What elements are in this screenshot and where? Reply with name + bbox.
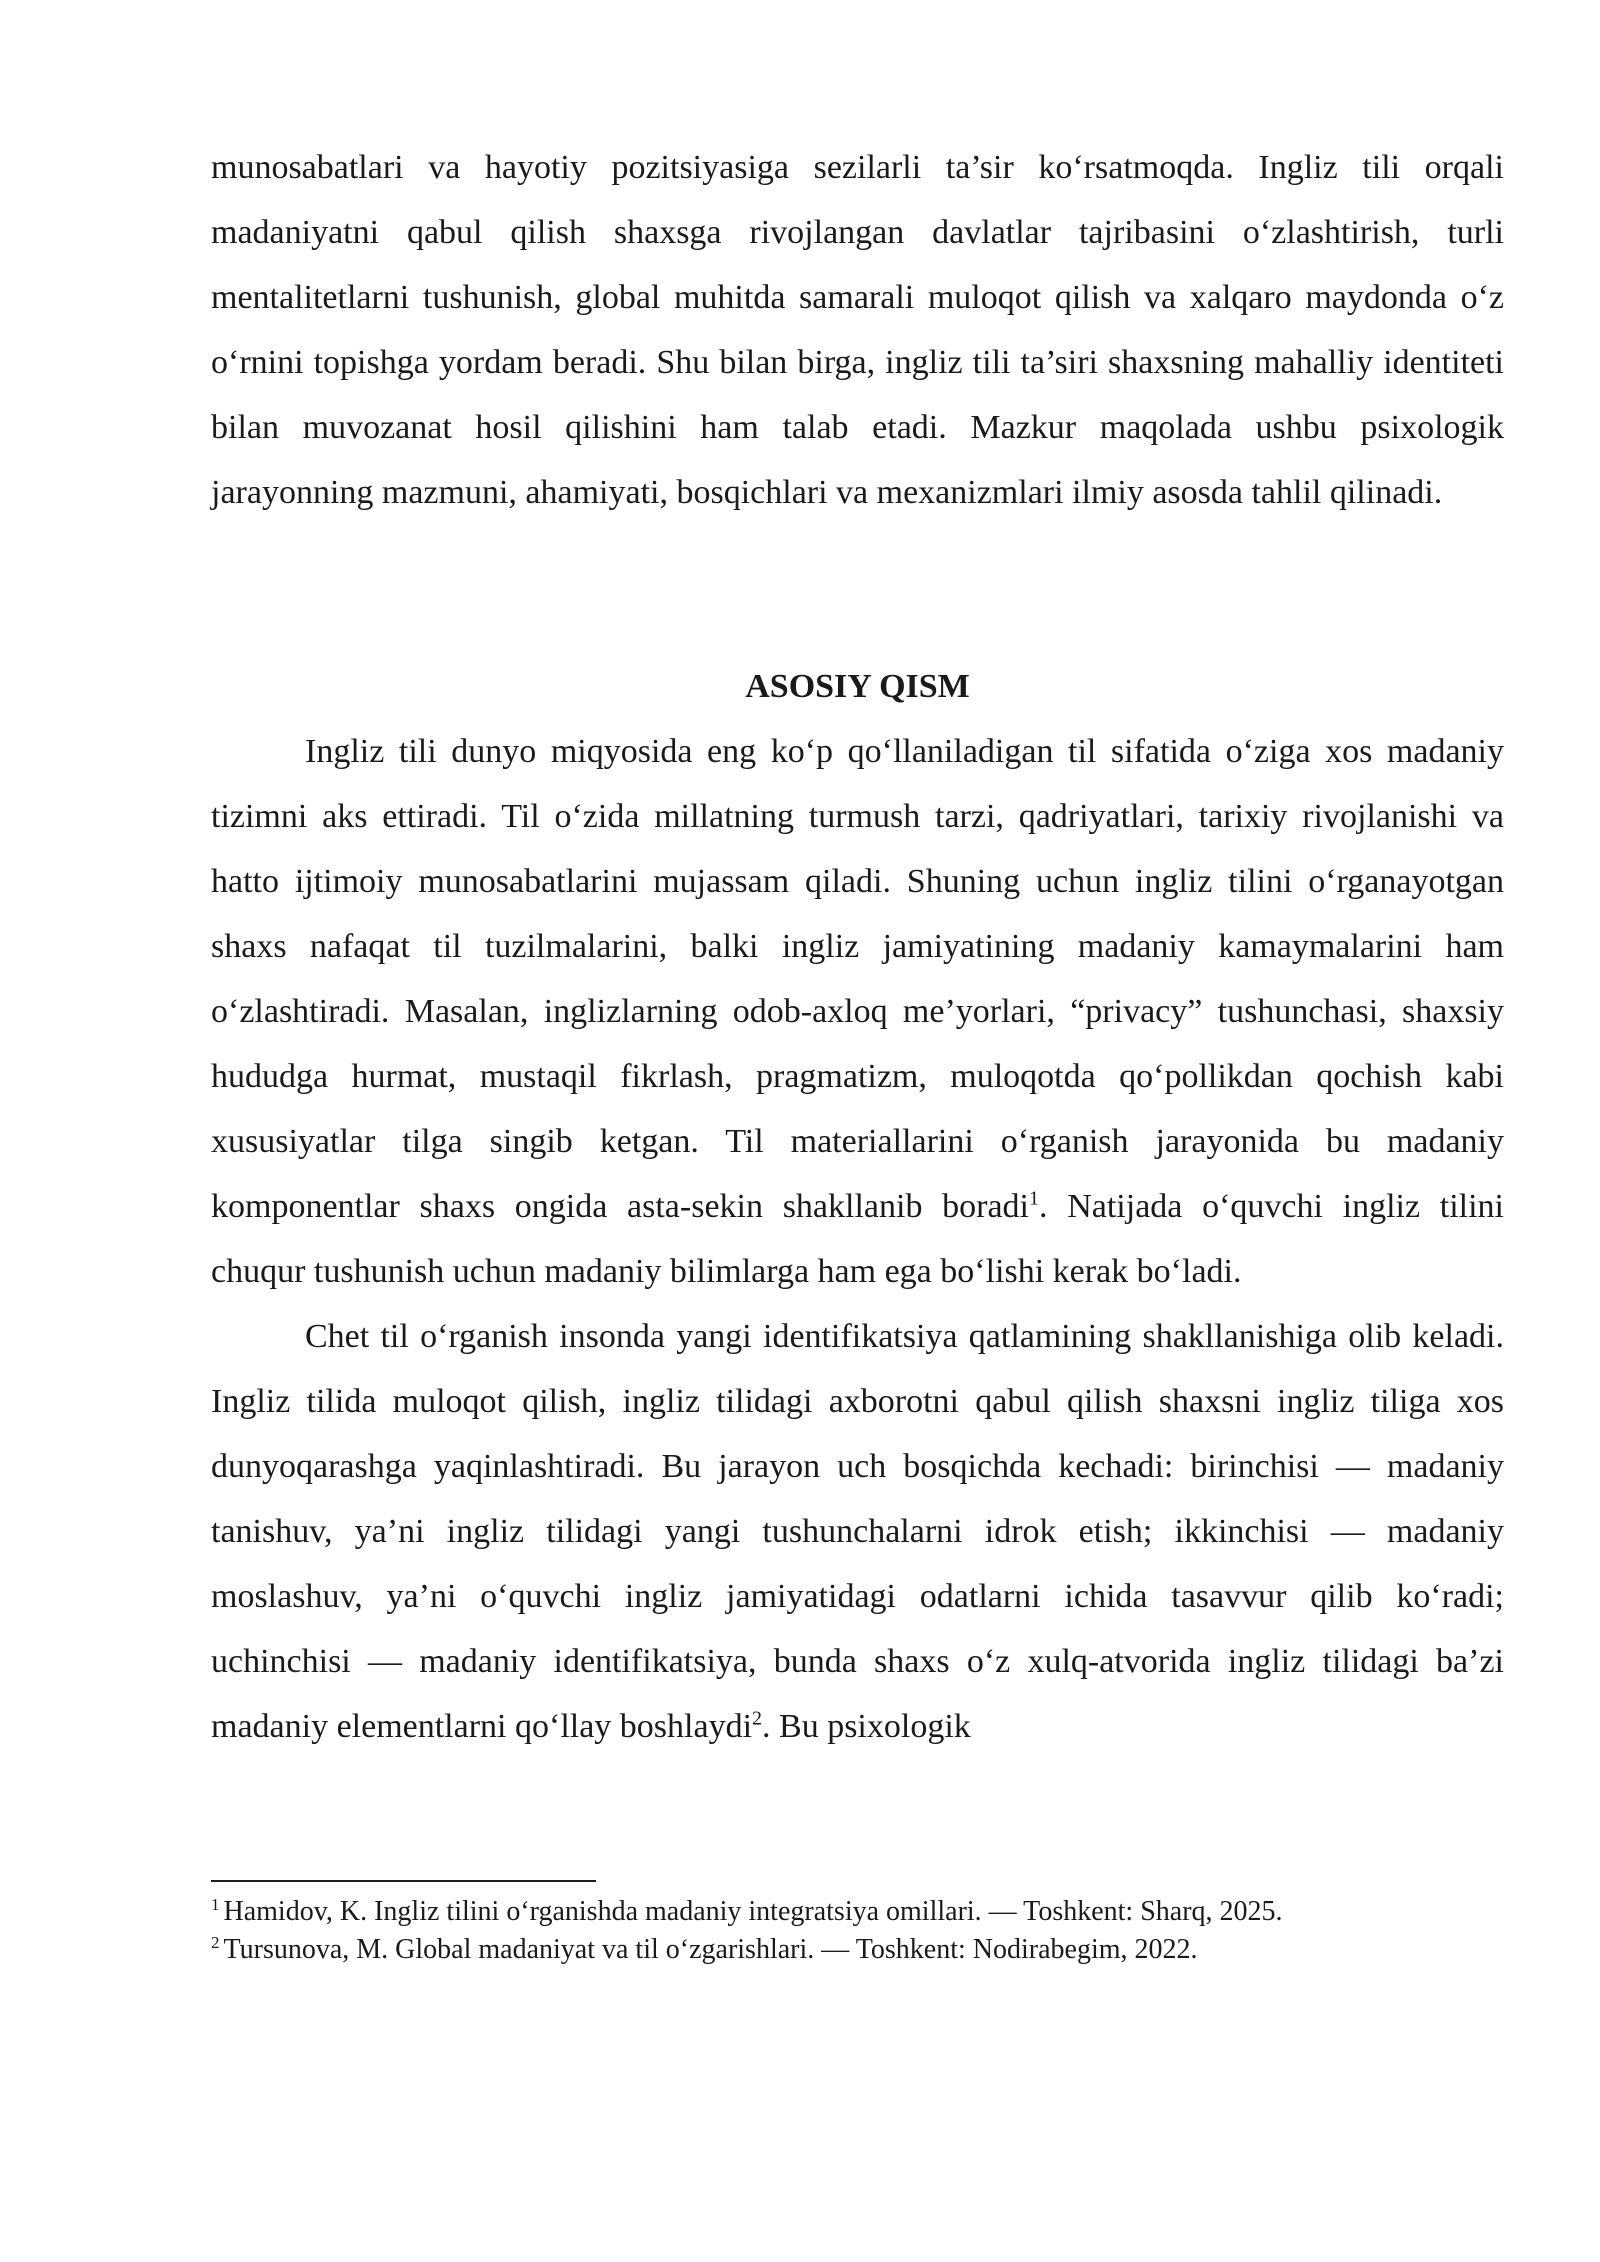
footnote-1	[211, 1893, 1504, 1931]
footnote-mark: 1	[211, 1894, 220, 1914]
footnote-reference-1[interactable]: 1	[1029, 1187, 1040, 1210]
section-heading: ASOSIY QISM	[745, 668, 970, 705]
body-paragraph-1	[211, 719, 1504, 1304]
body-paragraph-2	[211, 1304, 1504, 1759]
paragraph-text: Chet til o‘rganish insonda yangi identifikatsiya qatlamining shakllanishiga olib keladi. Ingliz tilida muloqot qilish, ingliz tilidagi axborotni qabul qilish shaxsni ingliz tiliga xos dunyoqarashga yaqinlashtiradi. Bu jarayon uch bosqichda kechadi: birinchisi — madaniy tanishuv, ya’ni ingliz tilidagi yangi tushunchalarni idrok etish; ikkinchisi — madaniy moslashuv, ya’ni o‘quvchi ingliz jamiyatidagi odatlarni ichida tasavvur qilib ko‘radi; uchinchisi — madaniy identifikatsiya, bunda shaxs o‘z xulq-atvorida ingliz tilidagi ba’zi madaniy elementlarni qo‘llay boshlaydi	[211, 1318, 1504, 1745]
footnotes	[211, 1893, 1504, 1969]
paragraph-text: . Bu psixologik	[762, 1708, 971, 1745]
footnote-separator	[211, 1880, 596, 1882]
footnote-text: Tursunova, M. Global madaniyat va til o‘zgarishlari. — Toshkent: Nodirabegim, 2022.	[223, 1934, 1198, 1965]
section-body	[211, 719, 1504, 1759]
footnote-text: Hamidov, K. Ingliz tilini o‘rganishda madaniy integratsiya omillari. — Toshkent: Sharq, 2025.	[223, 1896, 1283, 1927]
footnote-reference-2[interactable]: 2	[752, 1707, 763, 1730]
paragraph-text: . Natijada o‘quvchi ingliz tilini chuqur tushunish uchun madaniy bilimlarga ham ega bo‘lishi kerak bo‘ladi.	[211, 1188, 1505, 1290]
paragraph-text: Ingliz tili dunyo miqyosida eng ko‘p qo‘llaniladigan til sifatida o‘ziga xos madaniy tizimni aks ettiradi. Til o‘zida millatning turmush tarzi, qadriyatlari, tarixiy rivojlanishi va hatto ijtimoiy munosabatlarini mujassam qiladi. Shuning uchun ingliz tilini o‘rganayotgan shaxs nafaqat til tuzilmalarini, balki ingliz jamiyatining madaniy kamaymalarini ham o‘zlashtiradi. Masalan, inglizlarning odob-axloq me’yorlari, “privacy” tushunchasi, shaxsiy hududga hurmat, mustaqil fikrlash, pragmatizm, muloqotda qo‘pollikdan qochish kabi xususiyatlar tilga singib ketgan. Til materiallarini o‘rganish jarayonida bu madaniy komponentlar shaxs ongida asta-sekin shakllanib boradi	[211, 733, 1504, 1225]
intro-paragraph: munosabatlari va hayotiy pozitsiyasiga sezilarli ta’sir ko‘rsatmoqda. Ingliz tili orqali madaniyatni qabul qilish shaxsga rivojlangan davlatlar tajribasini o‘zlashtirish, turli mentalitetlarni tushunish, global muhitda samarali muloqot qilish va xalqaro maydonda o‘z o‘rnini topishga yordam beradi. Shu bilan birga, ingliz tili ta’siri shaxsning mahalliy identiteti bilan muvozanat hosil qilishini ham talab etadi. Mazkur maqolada ushbu psixologik jarayonning mazmuni, ahamiyati, bosqichlari va mexanizmlari ilmiy asosda tahlil qilinadi.	[211, 149, 1504, 511]
footnote-2	[211, 1931, 1504, 1969]
footnote-mark: 2	[211, 1932, 220, 1952]
